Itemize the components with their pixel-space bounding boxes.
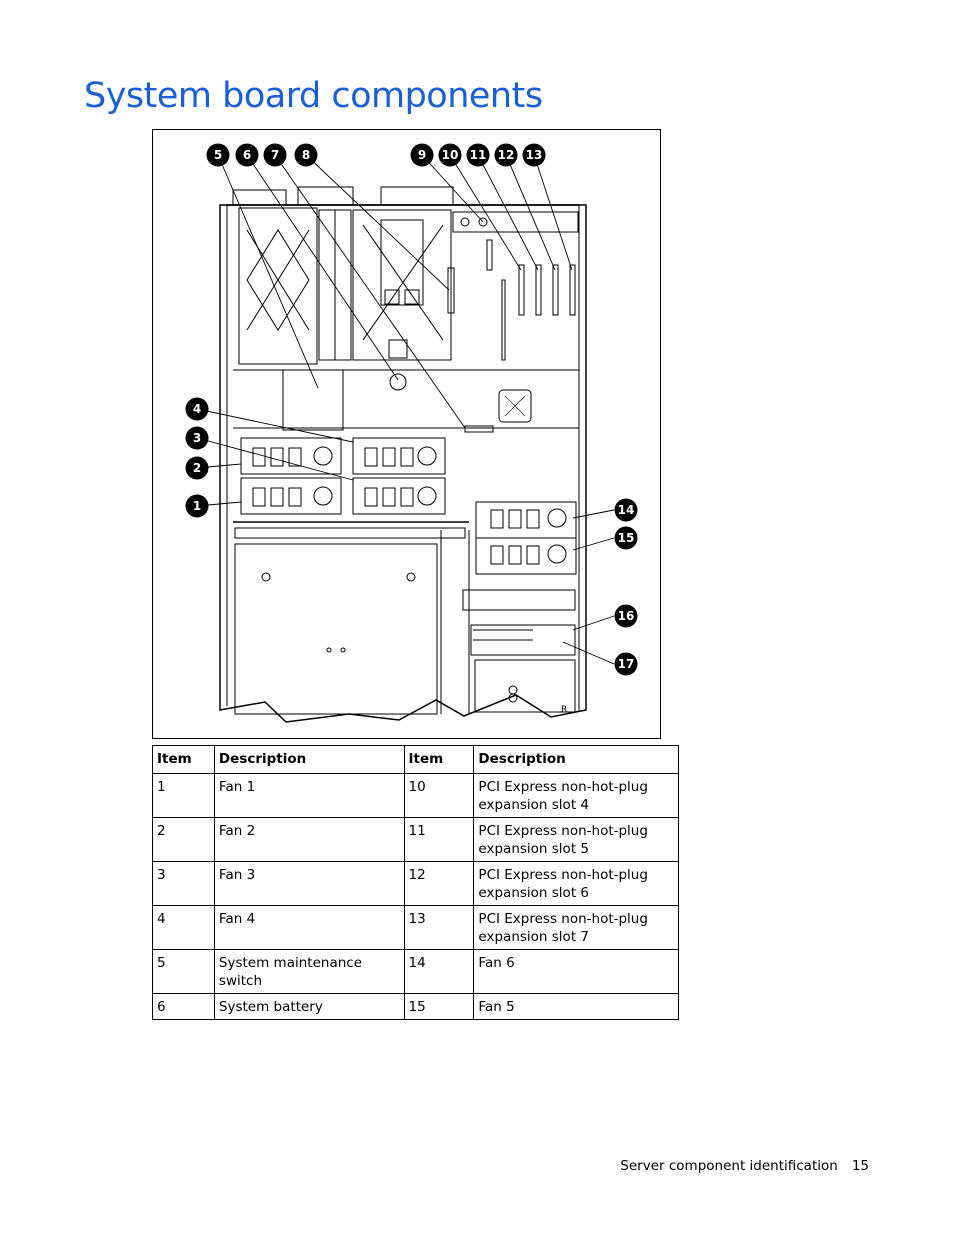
callout-4 <box>186 398 209 421</box>
callout-13 <box>523 144 546 167</box>
callout-7 <box>264 144 287 167</box>
callout-6 <box>236 144 259 167</box>
callout-17 <box>615 653 638 676</box>
callout-5 <box>207 144 230 167</box>
callout-2 <box>186 457 209 480</box>
svg-text:8: 8 <box>301 148 311 162</box>
description-cell: Fan 6 <box>474 950 679 994</box>
page-title: System board components <box>84 76 543 116</box>
table-row <box>153 862 679 906</box>
header-item-a: Item <box>153 746 215 774</box>
table-row <box>153 818 679 862</box>
svg-text:15: 15 <box>617 531 635 545</box>
table-row <box>153 906 679 950</box>
figure-corner-mark: R <box>561 705 568 715</box>
description-cell: System battery <box>214 994 404 1020</box>
description-cell: PCI Express non-hot-plug expansion slot 6 <box>474 862 679 906</box>
system-board-figure <box>152 129 661 739</box>
table-header-row <box>153 746 679 774</box>
description-cell: System maintenance switch <box>214 950 404 994</box>
description-cell: PCI Express non-hot-plug expansion slot 4 <box>474 774 679 818</box>
page-number: 15 <box>851 1158 869 1174</box>
svg-text:1: 1 <box>192 499 202 513</box>
svg-text:11: 11 <box>469 148 487 162</box>
callout-15 <box>615 527 638 550</box>
item-cell: 11 <box>404 818 474 862</box>
footer-section-title: Server component identification <box>620 1158 838 1174</box>
callout-12 <box>495 144 518 167</box>
svg-text:14: 14 <box>617 503 635 517</box>
description-cell: Fan 3 <box>214 862 404 906</box>
description-cell: PCI Express non-hot-plug expansion slot 7 <box>474 906 679 950</box>
svg-text:16: 16 <box>617 609 635 623</box>
svg-text:12: 12 <box>497 148 515 162</box>
item-cell: 12 <box>404 862 474 906</box>
leader-lines <box>197 155 614 664</box>
callout-11 <box>467 144 490 167</box>
table-row <box>153 994 679 1020</box>
callout-1 <box>186 495 209 518</box>
header-item-b: Item <box>404 746 474 774</box>
callout-14 <box>615 499 638 522</box>
system-board-illustration <box>153 130 660 738</box>
description-cell: PCI Express non-hot-plug expansion slot 5 <box>474 818 679 862</box>
header-description-b: Description <box>474 746 679 774</box>
svg-text:2: 2 <box>192 461 202 475</box>
svg-text:5: 5 <box>213 148 223 162</box>
svg-text:6: 6 <box>242 148 252 162</box>
table-row <box>153 774 679 818</box>
item-cell: 1 <box>153 774 215 818</box>
lower-bays <box>233 522 575 715</box>
description-cell: Fan 1 <box>214 774 404 818</box>
item-cell: 2 <box>153 818 215 862</box>
svg-text:3: 3 <box>192 431 202 445</box>
description-cell: Fan 4 <box>214 906 404 950</box>
chassis-outline <box>220 187 586 722</box>
item-cell: 3 <box>153 862 215 906</box>
component-table <box>152 745 679 1020</box>
description-cell: Fan 2 <box>214 818 404 862</box>
board-area <box>233 212 579 432</box>
description-cell: Fan 5 <box>474 994 679 1020</box>
callout-8 <box>295 144 318 167</box>
callout-16 <box>615 605 638 628</box>
svg-text:9: 9 <box>417 148 427 162</box>
callout-3 <box>186 427 209 450</box>
fan-bank-left <box>241 438 445 514</box>
item-cell: 13 <box>404 906 474 950</box>
callout-10 <box>439 144 462 167</box>
page-footer <box>620 1158 869 1174</box>
svg-text:13: 13 <box>525 148 543 162</box>
svg-text:7: 7 <box>270 148 280 162</box>
svg-text:17: 17 <box>617 657 635 671</box>
svg-text:10: 10 <box>441 148 459 162</box>
item-cell: 10 <box>404 774 474 818</box>
svg-text:4: 4 <box>192 402 202 416</box>
item-cell: 15 <box>404 994 474 1020</box>
table-row <box>153 950 679 994</box>
callout-9 <box>411 144 434 167</box>
item-cell: 6 <box>153 994 215 1020</box>
fan-bank-right <box>463 502 576 610</box>
item-cell: 14 <box>404 950 474 994</box>
header-description-a: Description <box>214 746 404 774</box>
item-cell: 4 <box>153 906 215 950</box>
item-cell: 5 <box>153 950 215 994</box>
